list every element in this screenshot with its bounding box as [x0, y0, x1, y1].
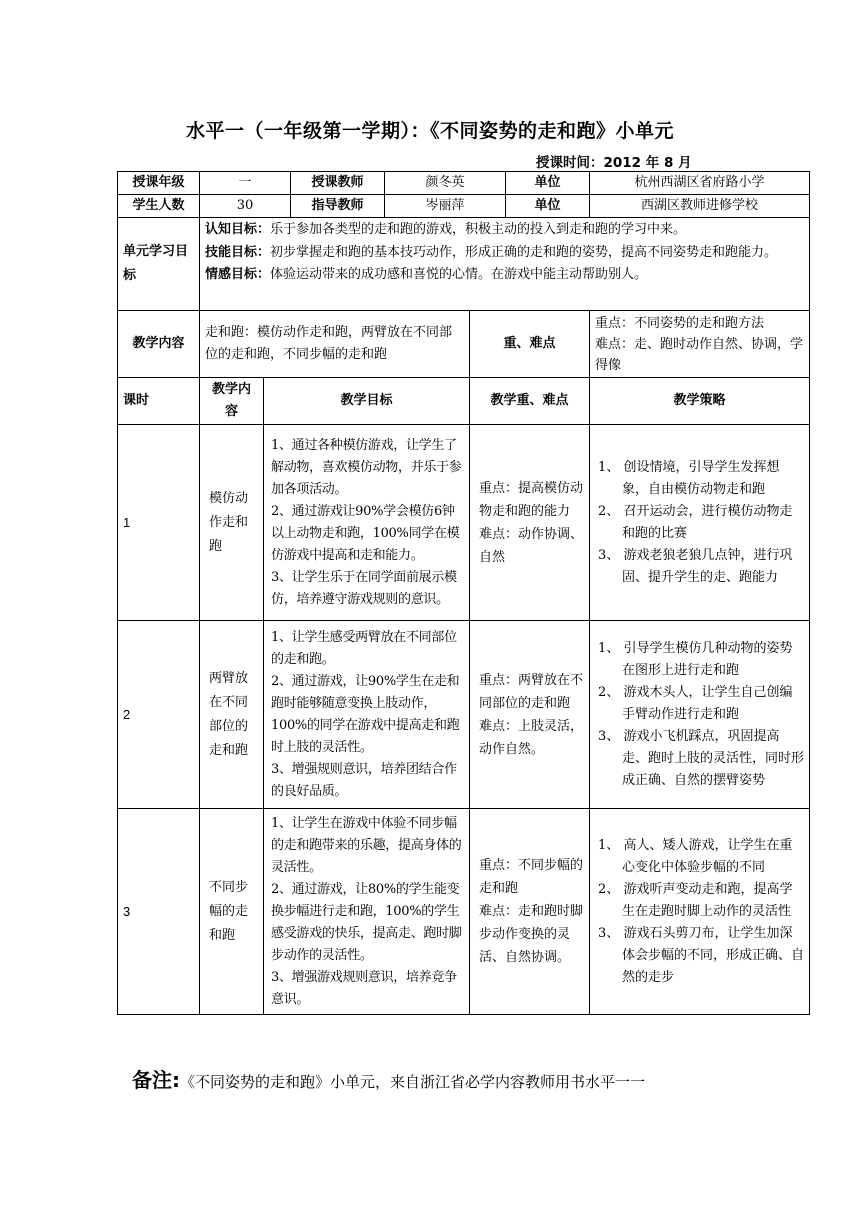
lesson-goals [264, 425, 470, 621]
grade-label: 授课年级 [118, 172, 200, 195]
affect-text: 体验运动带来的成功感和喜悦的心情。在游戏中能主动帮助别人。 [270, 267, 648, 282]
strategy-item: 1、 引导学生模仿几种动物的姿势在图形上进行走和跑 [598, 640, 793, 678]
content-row [118, 311, 810, 378]
lesson-strategies [590, 809, 810, 1015]
goal-item: 2、通过游戏让90%学会模仿6钟以上动物走和跑，100%同学在模仿游戏中提高和走和能力。 [271, 503, 460, 563]
strategy-item: 2、 游戏听声变动走和跑，提高学生在走跑时脚上动作的灵活性 [598, 881, 793, 919]
goal-item: 2、通过游戏，让80%的学生能变换步幅进行走和跑，100%的学生感受游戏的快乐，提高走、跑时脚步动作的灵活性。 [271, 881, 462, 963]
lesson-goals [264, 809, 470, 1015]
strategy-item: 1、 创设情境，引导学生发挥想象，自由模仿动物走和跑 [598, 459, 780, 497]
unit2-label: 单位 [506, 195, 590, 218]
objectives-cell [200, 218, 810, 311]
mentor-label: 指导教师 [291, 195, 385, 218]
header-content: 教学内容 [200, 378, 264, 425]
teacher-label: 授课教师 [291, 172, 385, 195]
students-value: 30 [200, 195, 291, 218]
goal-item: 3、增强游戏规则意识，培养竞争意识。 [271, 969, 457, 1007]
strategy-item: 2、 游戏木头人，让学生自己创编手臂动作进行走和跑 [598, 684, 793, 722]
lesson-row [118, 621, 810, 809]
goal-item: 3、让学生乐于在同学面前展示模仿，培养遵守游戏规则的意识。 [271, 569, 457, 607]
objectives-label: 单元学习目标 [118, 218, 200, 311]
strategy-item: 3、 游戏小飞机踩点，巩固提高走、跑时上肢的灵活性，同时形成正确、自然的摆臂姿势 [598, 728, 805, 788]
lesson-kd [470, 809, 590, 1015]
unit-label: 单位 [506, 172, 590, 195]
lesson-content: 两臂放在不同部位的走和跑 [200, 621, 264, 809]
lesson-number: 1 [118, 425, 200, 621]
footnote [132, 1064, 645, 1093]
header-lesson: 课时 [118, 378, 200, 425]
info-row-2 [118, 195, 810, 218]
lesson-difficulty: 难点：走和跑时脚步动作变换的灵活、自然协调。 [479, 904, 584, 965]
lesson-goals [264, 621, 470, 809]
skill-label: 技能目标： [205, 244, 271, 260]
footnote-label: 备注: [132, 1068, 180, 1092]
lesson-plan-table [117, 171, 810, 1015]
goal-item: 2、通过游戏，让90%学生在走和跑时能够随意变换上肢动作，100%的同学在游戏中提高走和跑时上肢的灵活性。 [271, 673, 460, 755]
objectives-row [118, 218, 810, 311]
lesson-difficulty: 难点：动作协调、自然 [479, 526, 584, 565]
lesson-key: 重点：不同步幅的走和跑 [479, 858, 584, 896]
strategy-item: 3、 游戏老狼老狼几点钟，进行巩固、提升学生的走、跑能力 [598, 547, 793, 585]
content-kd-cell [590, 311, 810, 378]
lesson-content: 模仿动作走和跑 [200, 425, 264, 621]
goal-item: 1、让学生在游戏中体验不同步幅的走和跑带来的乐趣，提高身体的灵活性。 [271, 815, 462, 875]
content-difficulty: 难点：走、跑时动作自然、协调，学得像 [595, 336, 804, 373]
header-row [118, 378, 810, 425]
lesson-strategies [590, 621, 810, 809]
content-key: 重点：不同姿势的走和跑方法 [595, 315, 765, 331]
strategy-item: 1、 高人、矮人游戏，让学生在重心变化中体验步幅的不同 [598, 837, 793, 875]
students-label: 学生人数 [118, 195, 200, 218]
content-label: 教学内容 [118, 311, 200, 378]
unit-value: 杭州西湖区省府路小学 [590, 172, 810, 195]
skill-text: 初步掌握走和跑的基本技巧动作，形成正确的走和跑的姿势，提高不同姿势走和跑能力。 [270, 244, 778, 260]
cognitive-text: 乐于参加各类型的走和跑的游戏，积极主动的投入到走和跑的学习中来。 [270, 222, 687, 237]
lesson-number: 3 [118, 809, 200, 1015]
header-strategy: 教学策略 [590, 378, 810, 425]
lesson-row [118, 425, 810, 621]
goal-item: 3、增强规则意识，培养团结合作的良好品质。 [271, 761, 457, 799]
mentor-value: 岑丽萍 [385, 195, 506, 218]
lesson-content: 不同步幅的走和跑 [200, 809, 264, 1015]
goal-item: 1、通过各种模仿游戏，让学生了解动物，喜欢模仿动物，并乐于参加各项活动。 [271, 437, 462, 497]
footnote-text: 《不同姿势的走和跑》小单元，来自浙江省必学内容教师用书水平一一 [180, 1073, 646, 1091]
lesson-strategies [590, 425, 810, 621]
content-text: 走和跑：模仿动作走和跑，两臂放在不同部位的走和跑，不同步幅的走和跑 [200, 311, 470, 378]
lesson-kd [470, 621, 590, 809]
cognitive-label: 认知目标： [205, 222, 271, 237]
strategy-item: 3、 游戏石头剪刀布，让学生加深体会步幅的不同，形成正确、自然的走步 [598, 925, 805, 985]
lesson-key: 重点：两臂放在不同部位的走和跑 [479, 672, 584, 711]
header-goals: 教学目标 [264, 378, 470, 425]
lesson-key: 重点：提高模仿动物走和跑的能力 [479, 480, 584, 519]
info-row-1 [118, 172, 810, 195]
goal-item: 1、让学生感受两臂放在不同部位的走和跑。 [271, 629, 457, 667]
grade-value: 一 [200, 172, 291, 195]
kd-label: 重、难点 [470, 311, 590, 378]
date-line: 授课时间：2012 年 8 月 [536, 155, 692, 171]
affect-label: 情感目标： [205, 267, 271, 282]
teacher-value: 颜冬英 [385, 172, 506, 195]
header-kd: 教学重、难点 [470, 378, 590, 425]
lesson-row [118, 809, 810, 1015]
lesson-number: 2 [118, 621, 200, 809]
strategy-item: 2、 召开运动会，进行模仿动物走和跑的比赛 [598, 503, 793, 541]
page-title: 水平一（一年级第一学期）：《不同姿势的走和跑》小单元 [185, 120, 674, 142]
unit2-value: 西湖区教师进修学校 [590, 195, 810, 218]
lesson-kd [470, 425, 590, 621]
lesson-difficulty: 难点：上肢灵活，动作自然。 [479, 718, 584, 757]
